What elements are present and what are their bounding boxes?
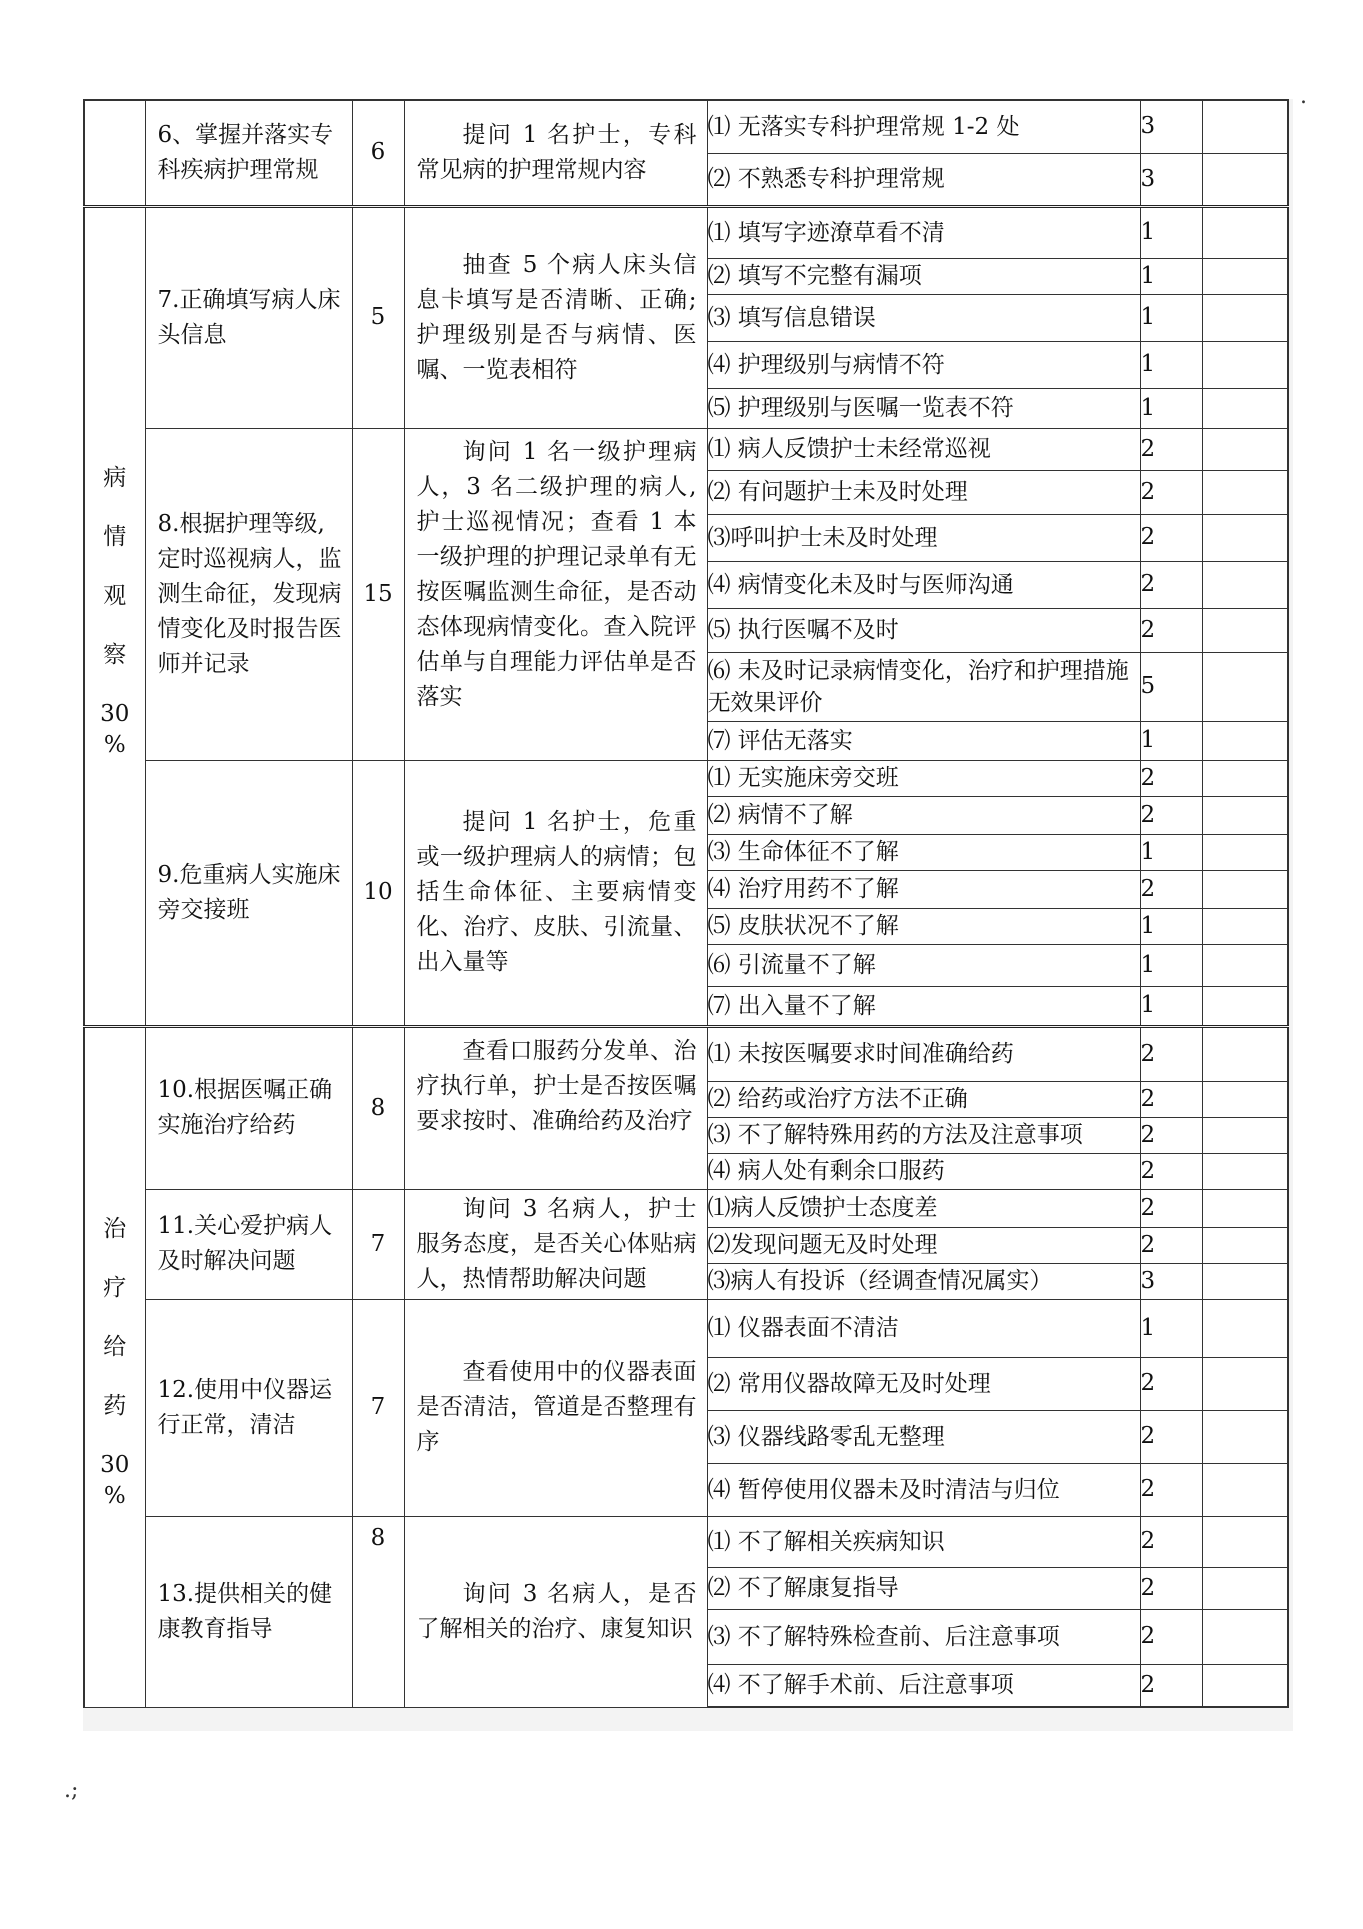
item-cell: [145, 760, 352, 1026]
actual-deduction-cell[interactable]: [1202, 388, 1288, 428]
score-cell: 6: [352, 100, 404, 206]
actual-deduction-cell[interactable]: [1202, 1081, 1288, 1117]
criterion-cell: ⑶ 不了解特殊用药的方法及注意事项: [707, 1117, 1140, 1153]
actual-deduction-cell[interactable]: [1202, 341, 1288, 388]
item-text: 6、掌握并落实专科疾病护理常规: [157, 121, 334, 183]
criterion-cell: ⑴病人反馈护士态度差: [707, 1189, 1140, 1227]
deduction-cell: 2: [1140, 1153, 1202, 1189]
criterion-cell: ⑵ 有问题护士未及时处理: [707, 470, 1140, 514]
criterion-cell: ⑵ 病情不了解: [707, 796, 1140, 834]
deduction-cell: 5: [1140, 652, 1202, 721]
actual-deduction-cell[interactable]: [1202, 1117, 1288, 1153]
actual-deduction-cell[interactable]: [1202, 1516, 1288, 1567]
deduction-cell: 2: [1140, 760, 1202, 796]
deduction-cell: 1: [1140, 294, 1202, 341]
score-cell: 10: [352, 760, 404, 1026]
item-text: 12.使用中仪器运行正常，清洁: [157, 1376, 333, 1438]
deduction-cell: 1: [1140, 908, 1202, 944]
score-cell: 8: [352, 1516, 404, 1707]
actual-deduction-cell[interactable]: [1202, 796, 1288, 834]
actual-deduction-cell[interactable]: [1202, 1567, 1288, 1609]
criterion-cell: ⑶呼叫护士未及时处理: [707, 514, 1140, 561]
actual-deduction-cell[interactable]: [1202, 1026, 1288, 1081]
criterion-cell: ⑷ 治疗用药不了解: [707, 870, 1140, 908]
category-cell: [84, 100, 145, 206]
table-row: [84, 100, 1288, 153]
criterion-cell: ⑶ 仪器线路零乱无整理: [707, 1410, 1140, 1463]
method-text: 询问 3 名病人，护士服务态度，是否关心体贴病人，热情帮助解决问题: [416, 1195, 697, 1292]
deduction-cell: 2: [1140, 1357, 1202, 1410]
actual-deduction-cell[interactable]: [1202, 721, 1288, 760]
score-cell: 7: [352, 1299, 404, 1516]
category-char: 疗: [103, 1275, 127, 1301]
actual-deduction-cell[interactable]: [1202, 1263, 1288, 1299]
table-row: [84, 206, 1288, 258]
actual-deduction-cell[interactable]: [1202, 608, 1288, 652]
category-char: 30: [100, 701, 130, 727]
item-cell: [145, 428, 352, 760]
criterion-cell: ⑹ 未及时记录病情变化，治疗和护理措施无效果评价: [707, 652, 1140, 721]
actual-deduction-cell[interactable]: [1202, 514, 1288, 561]
deduction-cell: 3: [1140, 153, 1202, 206]
score-cell: 8: [352, 1026, 404, 1189]
method-cell: [404, 760, 707, 1026]
actual-deduction-cell[interactable]: [1202, 870, 1288, 908]
actual-deduction-cell[interactable]: [1202, 206, 1288, 258]
actual-deduction-cell[interactable]: [1202, 428, 1288, 470]
deduction-cell: 1: [1140, 341, 1202, 388]
method-text: 查看口服药分发单、治疗执行单，护士是否按医嘱要求按时、准确给药及治疗: [416, 1037, 697, 1134]
deduction-cell: 2: [1140, 1189, 1202, 1227]
criterion-cell: ⑸ 执行医嘱不及时: [707, 608, 1140, 652]
deduction-cell: 1: [1140, 388, 1202, 428]
deduction-cell: 2: [1140, 1609, 1202, 1664]
actual-deduction-cell[interactable]: [1202, 986, 1288, 1026]
method-cell: [404, 1516, 707, 1707]
table-row: [84, 760, 1288, 796]
actual-deduction-cell[interactable]: [1202, 1153, 1288, 1189]
actual-deduction-cell[interactable]: [1202, 908, 1288, 944]
method-text: 提问 1 名护士，专科常见病的护理常规内容: [416, 121, 697, 183]
deduction-cell: 2: [1140, 1227, 1202, 1263]
criterion-cell: ⑹ 引流量不了解: [707, 944, 1140, 986]
criterion-cell: ⑴ 病人反馈护士未经常巡视: [707, 428, 1140, 470]
table-row: [84, 1026, 1288, 1081]
item-cell: [145, 1516, 352, 1707]
table-row: [84, 1299, 1288, 1357]
category-char: %: [103, 732, 126, 758]
actual-deduction-cell[interactable]: [1202, 1664, 1288, 1707]
category-cell: [84, 206, 145, 1026]
criterion-cell: ⑶ 生命体征不了解: [707, 834, 1140, 870]
deduction-cell: 1: [1140, 721, 1202, 760]
deduction-cell: 2: [1140, 1664, 1202, 1707]
deduction-cell: 2: [1140, 1081, 1202, 1117]
criterion-cell: ⑶ 不了解特殊检查前、后注意事项: [707, 1609, 1140, 1664]
actual-deduction-cell[interactable]: [1202, 1410, 1288, 1463]
method-cell: [404, 100, 707, 206]
actual-deduction-cell[interactable]: [1202, 834, 1288, 870]
criterion-cell: ⑴ 未按医嘱要求时间准确给药: [707, 1026, 1140, 1081]
deduction-cell: 2: [1140, 1410, 1202, 1463]
item-text: 7.正确填写病人床头信息: [157, 286, 341, 348]
deduction-cell: 2: [1140, 796, 1202, 834]
criterion-cell: ⑴ 填写字迹潦草看不清: [707, 206, 1140, 258]
deduction-cell: 2: [1140, 428, 1202, 470]
category-char: 病: [103, 465, 127, 491]
deduction-cell: 1: [1140, 258, 1202, 294]
method-text: 提问 1 名护士，危重或一级护理病人的病情；包括生命体征、主要病情变化、治疗、皮肤、引流量、出入量等: [416, 809, 697, 975]
deduction-cell: 2: [1140, 561, 1202, 608]
criterion-cell: ⑵ 常用仪器故障无及时处理: [707, 1357, 1140, 1410]
deduction-cell: 1: [1140, 944, 1202, 986]
category-char: 药: [103, 1393, 127, 1419]
actual-deduction-cell[interactable]: [1202, 258, 1288, 294]
item-cell: [145, 206, 352, 428]
table-row: [84, 428, 1288, 470]
method-cell: [404, 1026, 707, 1189]
category-cell: [84, 1026, 145, 1707]
deduction-cell: 1: [1140, 986, 1202, 1026]
score-cell: 5: [352, 206, 404, 428]
criterion-cell: ⑵ 填写不完整有漏项: [707, 258, 1140, 294]
item-text: 8.根据护理等级,定时巡视病人，监测生命征，发现病情变化及时报告医师并记录: [157, 510, 342, 677]
method-cell: [404, 206, 707, 428]
deduction-cell: 1: [1140, 206, 1202, 258]
criterion-cell: ⑴ 不了解相关疾病知识: [707, 1516, 1140, 1567]
actual-deduction-cell[interactable]: [1202, 153, 1288, 206]
category-char: 情: [103, 524, 127, 550]
actual-deduction-cell[interactable]: [1202, 561, 1288, 608]
item-text: 9.危重病人实施床旁交接班: [157, 861, 341, 923]
item-text: 10.根据医嘱正确实施治疗给药: [157, 1077, 333, 1138]
nursing-quality-table: [83, 99, 1289, 1708]
criterion-cell: ⑷ 病情变化未及时与医师沟通: [707, 561, 1140, 608]
method-cell: [404, 1299, 707, 1516]
score-cell: 15: [352, 428, 404, 760]
category-char: 察: [103, 642, 127, 668]
score-cell: 7: [352, 1189, 404, 1299]
page-mark-bottom-left: .;: [64, 1778, 79, 1803]
method-text: 查看使用中的仪器表面是否清洁，管道是否整理有序: [416, 1359, 697, 1455]
deduction-cell: 2: [1140, 1463, 1202, 1516]
actual-deduction-cell[interactable]: [1202, 470, 1288, 514]
criterion-cell: ⑵ 不了解康复指导: [707, 1567, 1140, 1609]
actual-deduction-cell[interactable]: [1202, 1609, 1288, 1664]
item-cell: [145, 1189, 352, 1299]
deduction-cell: 2: [1140, 1516, 1202, 1567]
deduction-cell: 1: [1140, 834, 1202, 870]
method-cell: [404, 1189, 707, 1299]
deduction-cell: 3: [1140, 100, 1202, 153]
category-char: %: [103, 1483, 126, 1509]
deduction-cell: 2: [1140, 870, 1202, 908]
criterion-cell: ⑷ 暂停使用仪器未及时清洁与归位: [707, 1463, 1140, 1516]
criterion-cell: ⑵ 给药或治疗方法不正确: [707, 1081, 1140, 1117]
method-cell: [404, 428, 707, 760]
deduction-cell: 2: [1140, 514, 1202, 561]
deduction-cell: 2: [1140, 1567, 1202, 1609]
criterion-cell: ⑵发现问题无及时处理: [707, 1227, 1140, 1263]
criterion-cell: ⑺ 出入量不了解: [707, 986, 1140, 1026]
criterion-cell: ⑴ 无落实专科护理常规 1-2 处: [707, 100, 1140, 153]
deduction-cell: 2: [1140, 1117, 1202, 1153]
actual-deduction-cell[interactable]: [1202, 652, 1288, 721]
deduction-cell: 1: [1140, 1299, 1202, 1357]
actual-deduction-cell[interactable]: [1202, 1463, 1288, 1516]
table-row: [84, 1189, 1288, 1227]
criterion-cell: ⑷ 不了解手术前、后注意事项: [707, 1664, 1140, 1707]
actual-deduction-cell[interactable]: [1202, 1227, 1288, 1263]
criterion-cell: ⑶ 填写信息错误: [707, 294, 1140, 341]
method-text: 询问 3 名病人，是否了解相关的治疗、康复知识: [416, 1580, 697, 1642]
item-text: 13.提供相关的健康教育指导: [157, 1580, 333, 1642]
criterion-cell: ⑶病人有投诉（经调查情况属实）: [707, 1263, 1140, 1299]
category-char: 给: [103, 1334, 127, 1360]
item-text: 11.关心爱护病人及时解决问题: [157, 1213, 333, 1274]
category-char: 30: [100, 1452, 130, 1478]
criterion-cell: ⑵ 不熟悉专科护理常规: [707, 153, 1140, 206]
actual-deduction-cell[interactable]: [1202, 1189, 1288, 1227]
deduction-cell: 2: [1140, 470, 1202, 514]
criterion-cell: ⑸ 护理级别与医嘱一览表不符: [707, 388, 1140, 428]
deduction-cell: 2: [1140, 1026, 1202, 1081]
item-cell: [145, 100, 352, 206]
criterion-cell: ⑴ 仪器表面不清洁: [707, 1299, 1140, 1357]
item-cell: [145, 1026, 352, 1189]
method-text: 抽查 5 个病人床头信息卡填写是否清晰、正确;护理级别是否与病情、医嘱、一览表相符: [416, 251, 697, 383]
method-text: 询问 1 名一级护理病人，3 名二级护理的病人,护士巡视情况；查看 1 本一级护理的护理记录单有无按医嘱监测生命征，是否动态体现病情变化。查入院评估单与自理能力评估单是否落实: [416, 438, 697, 710]
deduction-cell: 2: [1140, 608, 1202, 652]
category-char: 治: [103, 1216, 127, 1242]
actual-deduction-cell[interactable]: [1202, 100, 1288, 153]
criterion-cell: ⑷ 护理级别与病情不符: [707, 341, 1140, 388]
criterion-cell: ⑴ 无实施床旁交班: [707, 760, 1140, 796]
page-mark-top-right: .: [1300, 84, 1307, 109]
category-char: 观: [103, 583, 127, 609]
item-cell: [145, 1299, 352, 1516]
table-row: [84, 1516, 1288, 1567]
actual-deduction-cell[interactable]: [1202, 1357, 1288, 1410]
actual-deduction-cell[interactable]: [1202, 1299, 1288, 1357]
criterion-cell: ⑺ 评估无落实: [707, 721, 1140, 760]
deduction-cell: 3: [1140, 1263, 1202, 1299]
criterion-cell: ⑷ 病人处有剩余口服药: [707, 1153, 1140, 1189]
actual-deduction-cell[interactable]: [1202, 760, 1288, 796]
actual-deduction-cell[interactable]: [1202, 944, 1288, 986]
actual-deduction-cell[interactable]: [1202, 294, 1288, 341]
criterion-cell: ⑸ 皮肤状况不了解: [707, 908, 1140, 944]
